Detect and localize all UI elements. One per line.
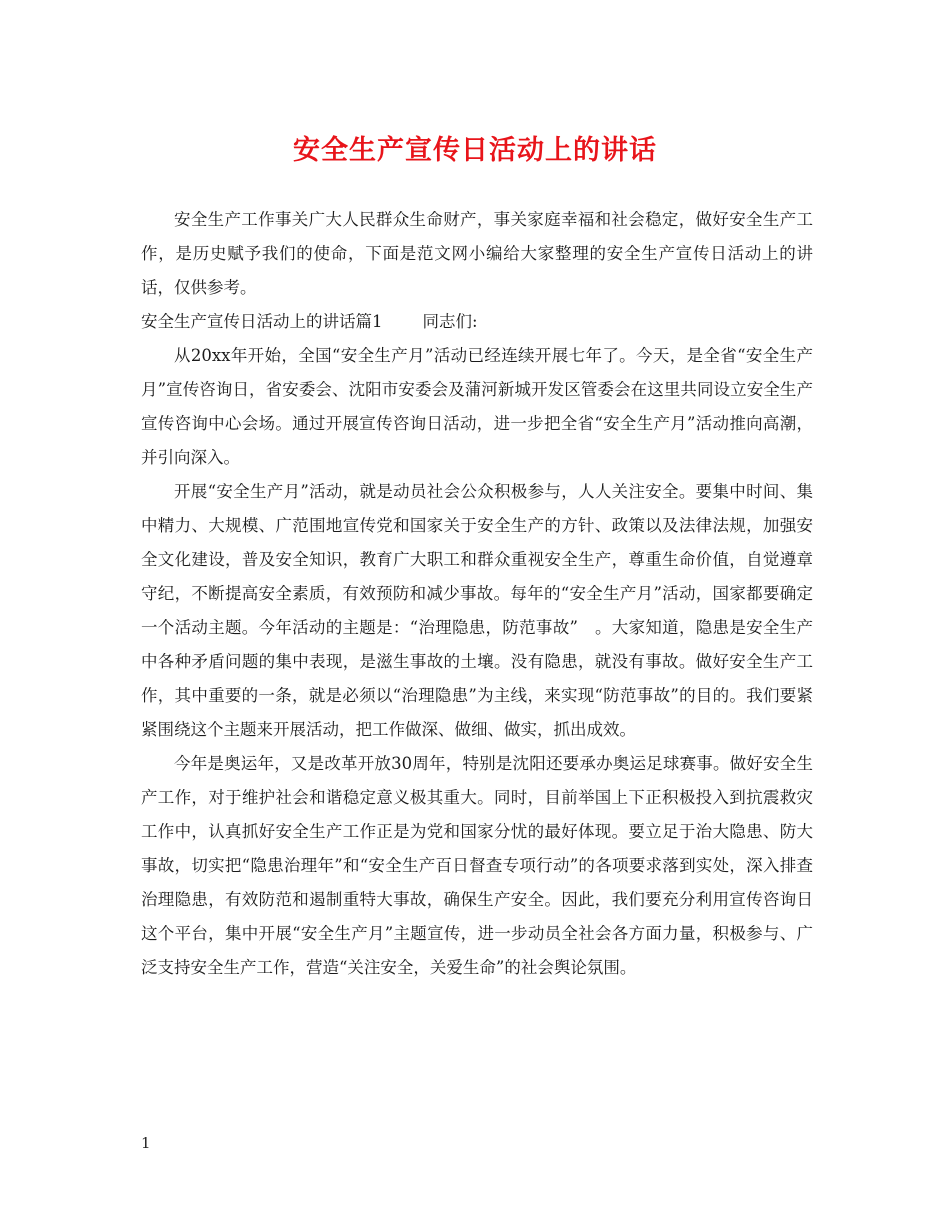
body-paragraph-2: 开展“安全生产月”活动，就是动员社会公众积极参与，人人关注安全。要集中时间、集中精力、大规模、广范围地宣传党和国家关于安全生产的方针、政策以及法律法规，加强安全文化建设，普及安全知识，教育广大职工和群众重视安全生产，尊重生命价值，自觉遵章守纪，不断提高安全素质，有效预防和减少事故。每年的“安全生产月”活动，国家都要确定一个活动主题。今年活动的主题是：“治理隐患，防范事故” 。大家知道，隐患是安全生产中各种矛盾问题的集中表现，是滋生事故的土壤。没有隐患，就没有事故。做好安全生产工作，其中重要的一条，就是必须以“治理隐患”为主线，来实现“防范事故”的目的。我们要紧紧围绕这个主题来开展活动，把工作做深、做细、做实，抓出成效。 [141,482,813,739]
document-title: 安全生产宣传日活动上的讲话 [293,135,657,166]
section-heading-line [141,305,813,339]
intro-paragraph: 安全生产工作事关广大人民群众生命财产，事关家庭幸福和社会稳定，做好安全生产工作，是历史赋予我们的使命，下面是范文网小编给大家整理的安全生产宣传日活动上的讲话，仅供参考。 [141,210,813,297]
salutation: 同志们: [422,312,478,331]
body-paragraph-3: 今年是奥运年，又是改革开放30周年，特别是沈阳还要承办奥运足球赛事。做好安全生产工作，对于维护社会和谐稳定意义极其重大。同时，目前举国上下正积极投入到抗震救灾工作中，认真抓好安全生产工作正是为党和国家分忧的最好体现。要立足于治大隐患、防大事故，切实把“隐患治理年”和“安全生产百日督查专项行动”的各项要求落到实处，深入排查治理隐患，有效防范和遏制重特大事故，确保生产安全。因此，我们要充分利用宣传咨询日这个平台，集中开展“安全生产月”主题宣传，进一步动员全社会各方面力量，积极参与、广泛支持安全生产工作，营造“关注安全，关爱生命”的社会舆论氛围。 [141,754,813,977]
page-number: 1 [141,1134,151,1152]
section-heading: 安全生产宣传日活动上的讲话篇1 [141,312,383,331]
document-body [141,203,813,985]
body-paragraph-1: 从20xx年开始，全国“安全生产月”活动已经连续开展七年了。今天，是全省“安全生产月”宣传咨询日，省安委会、沈阳市安委会及蒲河新城开发区管委会在这里共同设立安全生产宣传咨询中心会场。通过开展宣传咨询日活动，进一步把全省“安全生产月”活动推向高潮，并引向深入。 [141,346,813,467]
